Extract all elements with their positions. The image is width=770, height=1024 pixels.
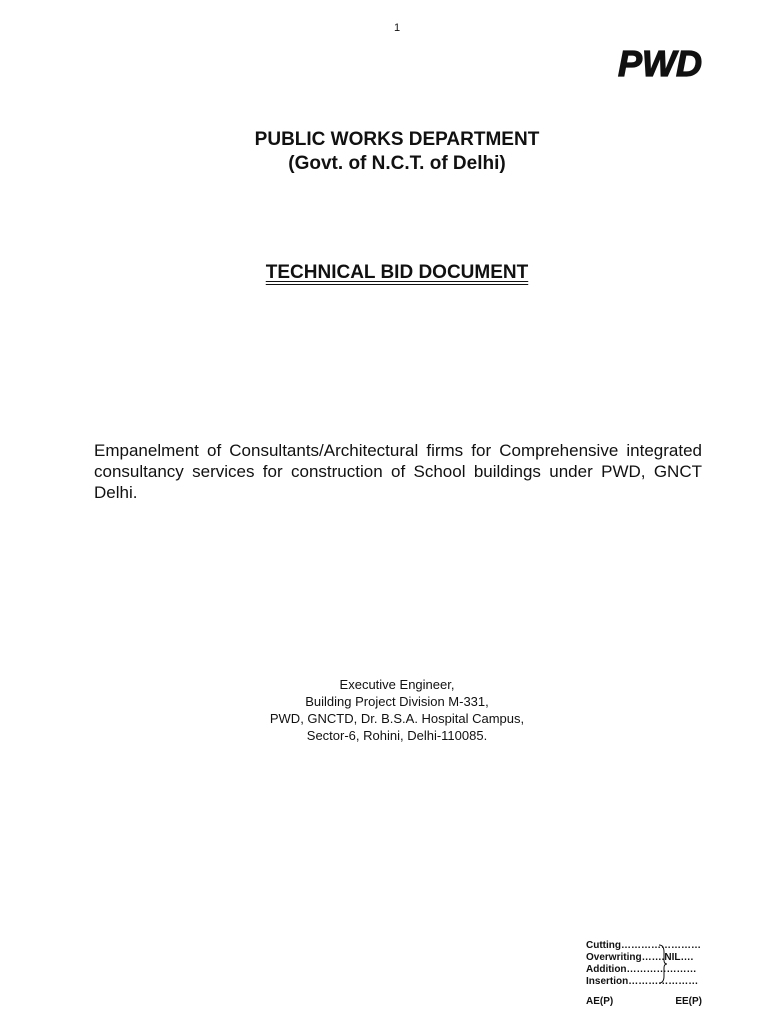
address-line-1: Executive Engineer,: [339, 677, 455, 692]
signature-row: [586, 996, 702, 1007]
document-title: [0, 262, 770, 284]
cert-insertion: Insertion…………………: [586, 976, 699, 987]
pwd-logo-text: PWD: [618, 43, 702, 82]
department-name: PUBLIC WORKS DEPARTMENT: [254, 129, 540, 150]
pwd-logo: [616, 42, 706, 82]
department-heading: [0, 128, 770, 176]
address-line-2: Building Project Division M-331,: [305, 694, 489, 709]
address-block: [0, 676, 770, 744]
address-line-4: Sector-6, Rohini, Delhi-110085.: [306, 728, 488, 743]
cert-addition: Addition…………………: [586, 964, 697, 975]
certification-block: [586, 940, 716, 988]
document-title-text: TECHNICAL BID DOCUMENT: [265, 262, 529, 283]
brace-icon: [658, 944, 668, 984]
signature-ae: AE(P): [586, 996, 614, 1007]
address-line-3: PWD, GNCTD, Dr. B.S.A. Hospital Campus,: [269, 711, 525, 726]
subject-paragraph: Empanelment of Consultants/Architectural firms for Comprehensive integrated consultancy services for construction of School buildings under PWD, GNCT Delhi.: [94, 441, 702, 502]
department-govt: (Govt. of N.C.T. of Delhi): [288, 153, 506, 174]
signature-ee: EE(P): [675, 996, 702, 1007]
page-number: 1: [393, 22, 401, 34]
cert-cutting: Cutting……………………: [586, 940, 701, 951]
cert-overwriting: Overwriting…….NIL….: [586, 952, 694, 963]
